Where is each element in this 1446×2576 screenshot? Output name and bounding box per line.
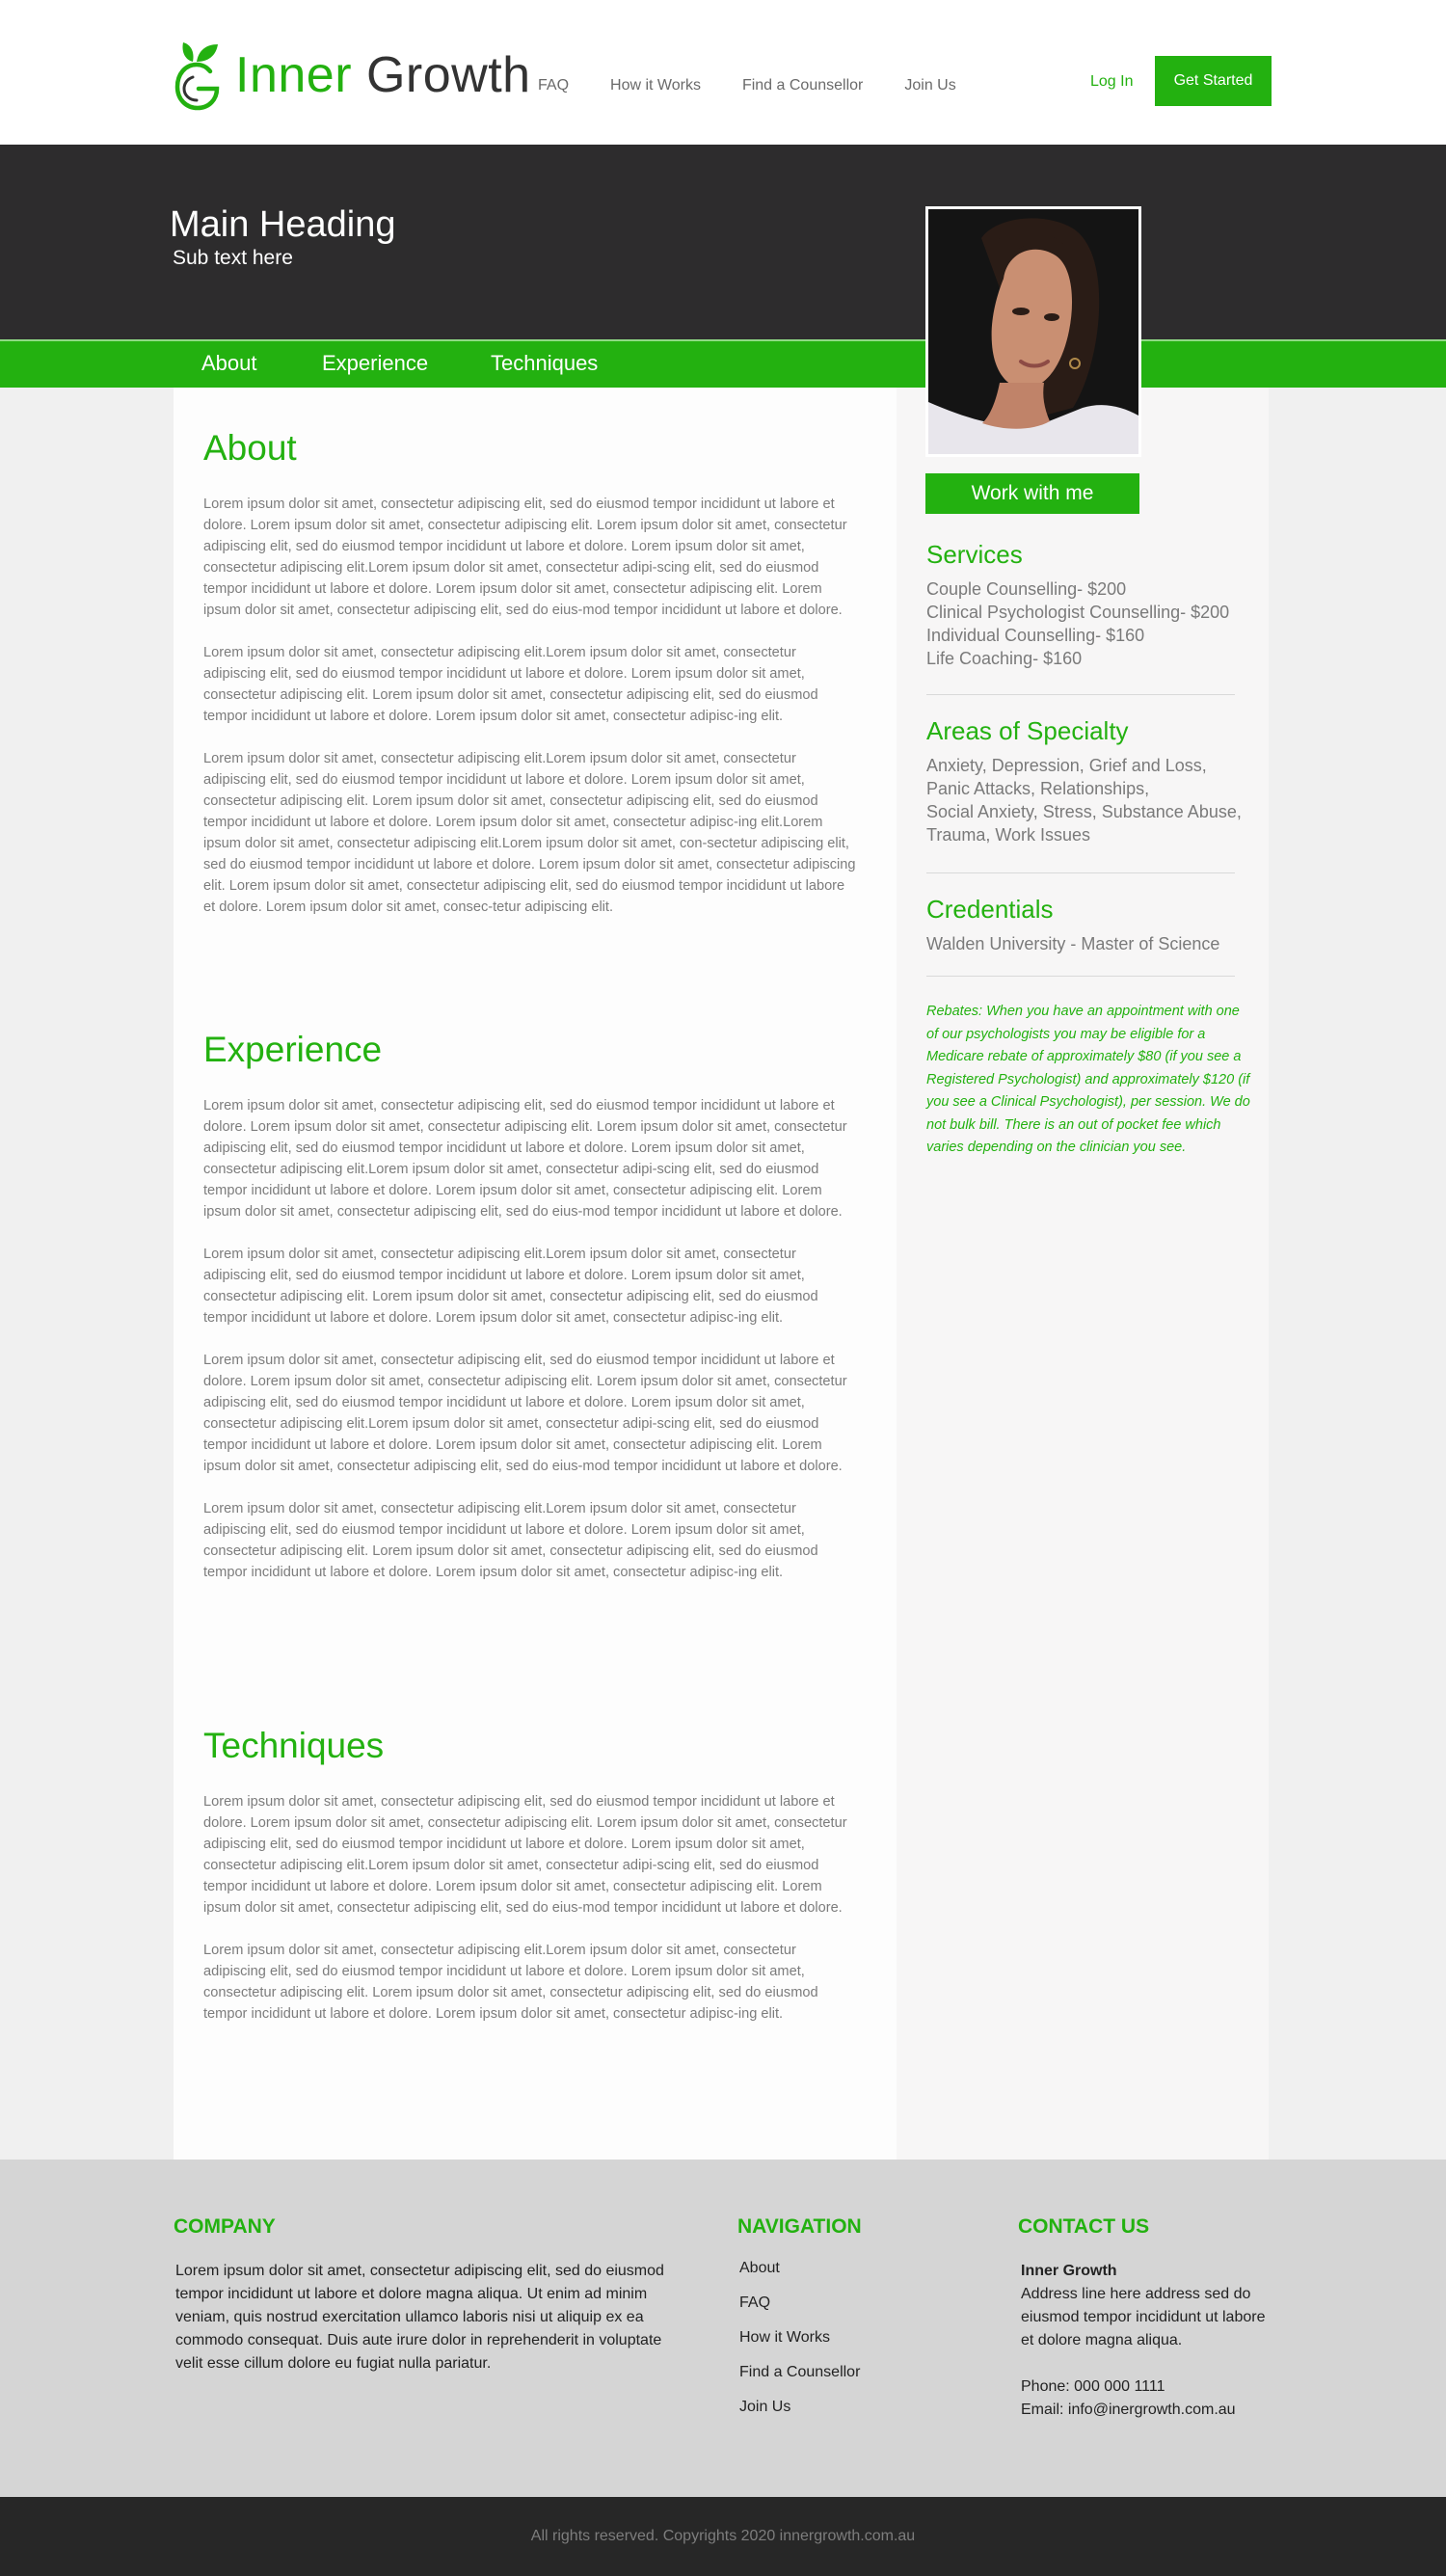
credentials-heading: Credentials bbox=[926, 895, 1054, 924]
portrait-image bbox=[928, 209, 1138, 454]
about-paragraph: Lorem ipsum dolor sit amet, consectetur adipiscing elit.Lorem ipsum dolor sit amet, consectetur adipiscing elit, sed do eiusmod tempor incididunt ut labore et dolore. Lorem ipsum dolor sit amet, consectetur adipiscing elit. Lorem ipsum dolor sit amet, consectetur adipiscing elit, sed do eiusmod tempor incididunt ut labore et dolore. Lorem ipsum dolor sit amet, consectetur adipisc-ing elit. bbox=[203, 645, 818, 724]
nav-faq[interactable]: FAQ bbox=[538, 77, 570, 94]
about-section bbox=[203, 428, 859, 939]
logo-text-growth: Growth bbox=[365, 47, 531, 103]
footer-link-faq[interactable]: FAQ bbox=[739, 2294, 771, 2311]
credential-line: Walden University - Master of Science bbox=[926, 934, 1220, 953]
nav-how-it-works[interactable]: How it Works bbox=[610, 77, 701, 94]
specialty-heading: Areas of Specialty bbox=[926, 716, 1129, 745]
rebate-note: Rebates: When you have an appointment with one of our psychologists you may be eligible for a Medicare rebate of approximately $80 (if you see a Registered Psychologist) and approximately $120 (if you see a Clinical Psychologist), per session. We do not bulk bill. There is an out of pocket fee which varies depending on the clinician you see. bbox=[926, 1004, 1250, 1155]
copyright-text: All rights reserved. Copyrights 2020 innergrowth.com.au bbox=[530, 2528, 916, 2544]
footer-link-about[interactable]: About bbox=[739, 2260, 780, 2276]
footer-nav-list bbox=[739, 2260, 860, 2433]
tab-about[interactable]: About bbox=[201, 351, 257, 375]
specialty-line: Trauma, Work Issues bbox=[926, 825, 1091, 845]
sidebar-divider bbox=[926, 872, 1235, 873]
service-item: Life Coaching- $160 bbox=[926, 649, 1083, 668]
logo[interactable] bbox=[174, 37, 531, 114]
leaf-g-logo-icon bbox=[174, 39, 222, 112]
site-footer bbox=[0, 2160, 1446, 2497]
services-heading: Services bbox=[926, 540, 1023, 569]
tab-techniques[interactable]: Techniques bbox=[491, 351, 599, 375]
login-link[interactable]: Log In bbox=[1090, 73, 1134, 90]
techniques-paragraph: Lorem ipsum dolor sit amet, consectetur adipiscing elit.Lorem ipsum dolor sit amet, consectetur adipiscing elit, sed do eiusmod tempor incididunt ut labore et dolore. Lorem ipsum dolor sit amet, consectetur adipiscing elit. Lorem ipsum dolor sit amet, consectetur adipiscing elit, sed do eiusmod tempor incididunt ut labore et dolore. Lorem ipsum dolor sit amet, consectetur adipisc-ing elit. bbox=[203, 1943, 818, 2022]
nav-find-counsellor[interactable]: Find a Counsellor bbox=[741, 77, 864, 94]
about-paragraph: Lorem ipsum dolor sit amet, consectetur adipiscing elit.Lorem ipsum dolor sit amet, consectetur adipiscing elit, sed do eiusmod tempor incididunt ut labore et dolore. Lorem ipsum dolor sit amet, consectetur adipiscing elit. Lorem ipsum dolor sit amet, consectetur adipiscing elit, sed do eiusmod tempor incididunt ut labore et dolore. Lorem ipsum dolor sit amet, consectetur adipisc-ing elit.Lorem ipsum dolor sit amet, consectetur adipiscing elit.Lorem ipsum dolor sit amet, con-sectetur adipiscing elit, sed do eiusmod tempor incididunt ut labore et dolore. Lorem ipsum dolor sit amet, consectetur adipiscing elit. Lorem ipsum dolor sit amet, consectetur adipiscing elit, sed do eiusmod tempor incididunt ut labore et dolore. Lorem ipsum dolor sit amet, consec-tetur adipiscing elit. bbox=[203, 751, 856, 915]
footer-contact-email[interactable]: Email: info@inergrowth.com.au bbox=[1021, 2402, 1236, 2418]
counsellor-photo bbox=[925, 206, 1141, 457]
techniques-paragraph: Lorem ipsum dolor sit amet, consectetur adipiscing elit, sed do eiusmod tempor incididunt ut labore et dolore. Lorem ipsum dolor sit amet, consectetur adipiscing elit. Lorem ipsum dolor sit amet, consectetur adipiscing elit, sed do eiusmod tempor incididunt ut labore et dolore. Lorem ipsum dolor sit amet, consectetur adipiscing elit.Lorem ipsum dolor sit amet, consectetur adipi-scing elit, sed do eiusmod tempor incididunt ut labore et dolore. Lorem ipsum dolor sit amet, consectetur adipiscing elit. Lorem ipsum dolor sit amet, consectetur adipiscing elit, sed do eius-mod tempor incididunt ut labore et dolore. bbox=[203, 1794, 847, 1916]
specialty-line: Panic Attacks, Relationships, bbox=[926, 779, 1150, 798]
footer-company-text: Lorem ipsum dolor sit amet, consectetur adipiscing elit, sed do eiusmod tempor incididunt ut labore et dolore magna aliqua. Ut enim ad minim veniam, quis nostrud exercitation ullamco laboris nisi ut aliquip ex ea commodo consequat. Duis aute irure dolor in reprehenderit in voluptate velit esse cillum dolore eu fugiat nulla pariatur. bbox=[175, 2263, 664, 2372]
footer-company-heading: COMPANY bbox=[174, 2215, 276, 2238]
techniques-heading: Techniques bbox=[203, 1726, 385, 1765]
service-item: Clinical Psychologist Counselling- $200 bbox=[926, 603, 1230, 622]
sidebar-divider bbox=[926, 694, 1235, 695]
experience-paragraph: Lorem ipsum dolor sit amet, consectetur adipiscing elit, sed do eiusmod tempor incididunt ut labore et dolore. Lorem ipsum dolor sit amet, consectetur adipiscing elit. Lorem ipsum dolor sit amet, consectetur adipiscing elit, sed do eiusmod tempor incididunt ut labore et dolore. Lorem ipsum dolor sit amet, consectetur adipiscing elit.Lorem ipsum dolor sit amet, consectetur adipi-scing elit, sed do eiusmod tempor incididunt ut labore et dolore. Lorem ipsum dolor sit amet, consectetur adipiscing elit. Lorem ipsum dolor sit amet, consectetur adipiscing elit, sed do eius-mod tempor incididunt ut labore et dolore. bbox=[203, 1098, 847, 1220]
footer-contact-heading: CONTACT US bbox=[1018, 2215, 1150, 2238]
tab-experience[interactable]: Experience bbox=[322, 351, 429, 375]
specialty-block bbox=[926, 716, 1245, 846]
logo-text bbox=[235, 46, 531, 104]
work-with-me-button[interactable]: Work with me bbox=[925, 473, 1139, 514]
service-item: Couple Counselling- $200 bbox=[926, 579, 1127, 599]
techniques-section bbox=[203, 1726, 859, 2046]
footer-contact-name: Inner Growth bbox=[1021, 2263, 1117, 2279]
experience-paragraph: Lorem ipsum dolor sit amet, consectetur adipiscing elit.Lorem ipsum dolor sit amet, consectetur adipiscing elit, sed do eiusmod tempor incididunt ut labore et dolore. Lorem ipsum dolor sit amet, consectetur adipiscing elit. Lorem ipsum dolor sit amet, consectetur adipiscing elit, sed do eiusmod tempor incididunt ut labore et dolore. Lorem ipsum dolor sit amet, consectetur adipisc-ing elit. bbox=[203, 1501, 818, 1580]
footer-contact-phone: Phone: 000 000 1111 bbox=[1021, 2378, 1165, 2395]
main-heading: Main Heading bbox=[170, 204, 396, 245]
footer-link-how-it-works[interactable]: How it Works bbox=[739, 2329, 830, 2346]
footer-contact-address: Address line here address sed do eiusmod tempor incididunt ut labore et dolore magna aliqua. bbox=[1021, 2286, 1266, 2348]
specialty-line: Social Anxiety, Stress, Substance Abuse, bbox=[926, 802, 1242, 821]
section-tabs bbox=[0, 339, 1446, 388]
sidebar-divider bbox=[926, 976, 1235, 977]
footer-link-find-counsellor[interactable]: Find a Counsellor bbox=[739, 2364, 861, 2380]
about-heading: About bbox=[203, 428, 297, 468]
services-block bbox=[926, 540, 1245, 670]
experience-paragraph: Lorem ipsum dolor sit amet, consectetur adipiscing elit.Lorem ipsum dolor sit amet, consectetur adipiscing elit, sed do eiusmod tempor incididunt ut labore et dolore. Lorem ipsum dolor sit amet, consectetur adipiscing elit. Lorem ipsum dolor sit amet, consectetur adipiscing elit, sed do eiusmod tempor incididunt ut labore et dolore. Lorem ipsum dolor sit amet, consectetur adipisc-ing elit. bbox=[203, 1247, 818, 1326]
nav-join-us[interactable]: Join Us bbox=[904, 77, 956, 94]
logo-text-inner: Inner bbox=[235, 47, 353, 103]
experience-heading: Experience bbox=[203, 1030, 383, 1069]
footer-link-join-us[interactable]: Join Us bbox=[739, 2399, 791, 2415]
copyright-bar bbox=[0, 2497, 1446, 2576]
about-paragraph: Lorem ipsum dolor sit amet, consectetur adipiscing elit, sed do eiusmod tempor incididunt ut labore et dolore. Lorem ipsum dolor sit amet, consectetur adipiscing elit. Lorem ipsum dolor sit amet, consectetur adipiscing elit, sed do eiusmod tempor incididunt ut labore et dolore. Lorem ipsum dolor sit amet, consectetur adipiscing elit.Lorem ipsum dolor sit amet, consectetur adipi-scing elit, sed do eiusmod tempor incididunt ut labore et dolore. Lorem ipsum dolor sit amet, consectetur adipiscing elit. Lorem ipsum dolor sit amet, consectetur adipiscing elit, sed do eius-mod tempor incididunt ut labore et dolore. bbox=[203, 496, 847, 618]
service-item: Individual Counselling- $160 bbox=[926, 626, 1145, 645]
footer-navigation-heading: NAVIGATION bbox=[737, 2215, 862, 2238]
main-nav bbox=[538, 77, 998, 94]
hero-subtext: Sub text here bbox=[173, 247, 293, 269]
credentials-block bbox=[926, 895, 1245, 955]
specialty-line: Anxiety, Depression, Grief and Loss, bbox=[926, 756, 1207, 775]
get-started-button[interactable]: Get Started bbox=[1155, 56, 1272, 106]
site-header bbox=[0, 0, 1446, 145]
hero-banner bbox=[0, 145, 1446, 339]
experience-section bbox=[203, 1030, 859, 1604]
experience-paragraph: Lorem ipsum dolor sit amet, consectetur adipiscing elit, sed do eiusmod tempor incididunt ut labore et dolore. Lorem ipsum dolor sit amet, consectetur adipiscing elit. Lorem ipsum dolor sit amet, consectetur adipiscing elit, sed do eiusmod tempor incididunt ut labore et dolore. Lorem ipsum dolor sit amet, consectetur adipiscing elit.Lorem ipsum dolor sit amet, consectetur adipi-scing elit, sed do eiusmod tempor incididunt ut labore et dolore. Lorem ipsum dolor sit amet, consectetur adipiscing elit. Lorem ipsum dolor sit amet, consectetur adipiscing elit, sed do eius-mod tempor incididunt ut labore et dolore. bbox=[203, 1353, 847, 1474]
